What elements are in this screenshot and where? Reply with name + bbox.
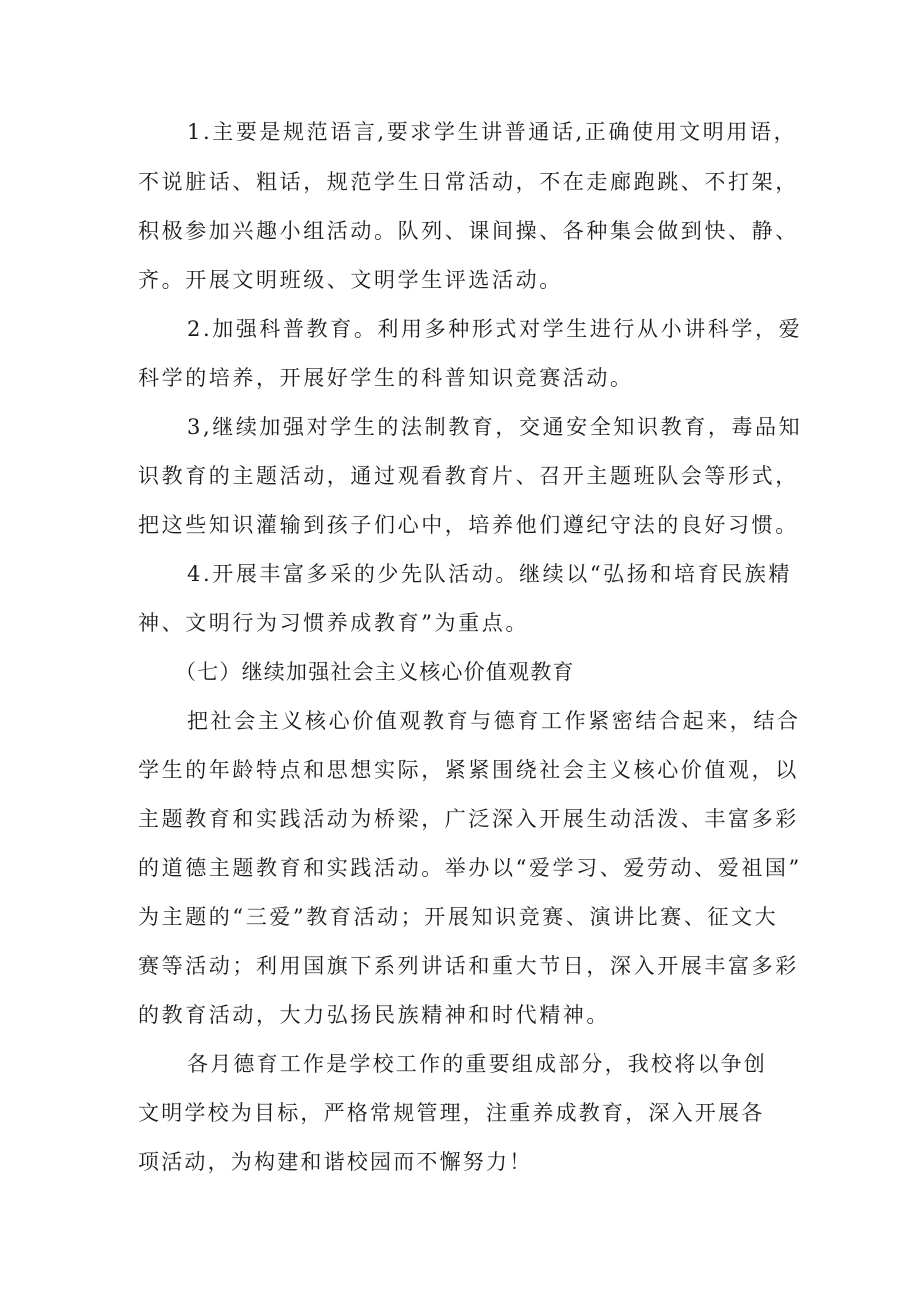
text-line: 主题教育和实践活动为桥梁，广泛深入开展生动活泼、丰富多彩 — [138, 807, 799, 831]
text-line: 3,继续加强对学生的法制教育，交通安全知识教育，毒品知 — [187, 415, 803, 439]
text-line: 积极参加兴趣小组活动。队列、课间操、各种集会做到快、静、 — [138, 219, 799, 243]
text-line: 4.开展丰富多采的少先队活动。继续以“弘扬和培育民族精 — [187, 562, 792, 586]
text-line: 的道德主题教育和实践活动。举办以“爱学习、爱劳动、爱祖国” — [138, 856, 802, 880]
text-line: 学生的年龄特点和思想实际，紧紧围绕社会主义核心价值观，以 — [138, 758, 799, 782]
section-heading: （七）继续加强社会主义核心价值观教育 — [175, 660, 575, 684]
text-line: 为主题的“三爱”教育活动；开展知识竞赛、演讲比赛、征文大 — [138, 905, 779, 929]
text-line: 神、文明行为习惯养成教育”为重点。 — [138, 611, 529, 635]
text-line: 文明学校为目标，严格常规管理，注重养成教育，深入开展各 — [138, 1101, 765, 1125]
text-line: 1.主要是规范语言,要求学生讲普通话,正确使用文明用语， — [187, 120, 798, 144]
text-line: 把这些知识灌输到孩子们心中，培养他们遵纪守法的良好习惯。 — [138, 513, 799, 537]
text-line: 把社会主义核心价值观教育与德育工作紧密结合起来，结合 — [187, 709, 801, 733]
text-line: 项活动，为构建和谐校园而不懈努力！ — [138, 1150, 533, 1174]
text-line: 各月德育工作是学校工作的重要组成部分，我校将以争创 — [187, 1052, 767, 1076]
text-line: 赛等活动；利用国旗下系列讲话和重大节日，深入开展丰富多彩 — [138, 954, 799, 978]
text-line: 识教育的主题活动，通过观看教育片、召开主题班队会等形式， — [138, 464, 799, 488]
text-line: 的教育活动，大力弘扬民族精神和时代精神。 — [138, 1003, 610, 1027]
text-line: 科学的培养，开展好学生的科普知识竞赛活动。 — [138, 366, 634, 390]
text-line: 齐。开展文明班级、文明学生评选活动。 — [138, 268, 563, 292]
text-line: 2.加强科普教育。利用多种形式对学生进行从小讲科学，爱 — [187, 317, 803, 341]
text-line: 不说脏话、粗话，规范学生日常活动，不在走廊跑跳、不打架， — [138, 170, 799, 194]
